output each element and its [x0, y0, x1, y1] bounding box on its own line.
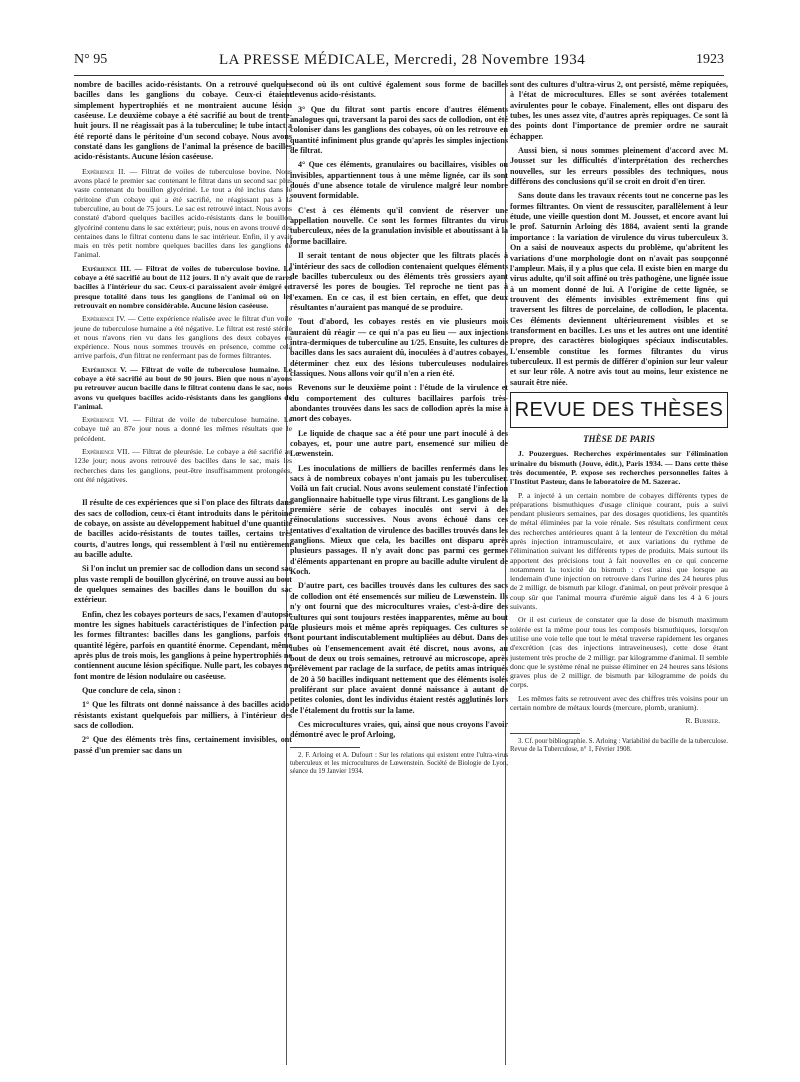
review-paragraph: J. Pouzergues. Recherches expérimentales sur l'élimination urinaire du bismuth (Jouve, édit.), Paris 1934. — Dans cette thèse très documentée, P. expose ses recherches personnelles faites à l'Institut Pasteur, dans le laboratoire de M. Sazerac.	[510, 449, 728, 487]
spacer	[74, 488, 292, 498]
experiment-label: Expérience III.	[82, 263, 131, 273]
paragraph: Le liquide de chaque sac a été pour une part inoculé à des cobayes, et, pour une autre part, ensemencé sur milieu de Lœwenstein.	[290, 428, 508, 459]
paragraph: Les inoculations de milliers de bacilles renfermés dans les sacs à de nombreux cobayes n'ont jamais pu les tuberculiser. Voilà un fait crucial. Nous avons seulement constaté l'infection ganglionnaire habituelle type virus filtrant. Les ganglions de la première série de cobayes inoculés ont servi à des réinoculations successives. Nous avons échoué dans ces tentatives d'exaltation de virulence des bacilles trouvés dans les ganglions. Mieux que cela, les bacilles ont disparu après plusieurs passages. Il n'y avait donc pas parmi ces germes d'éléments appartenant en propre au bacille adulte virulent de Koch.	[290, 463, 508, 577]
experiment-6	[74, 415, 292, 443]
experiment-5	[74, 365, 292, 411]
footnote-3: 3. Cf. pour bibliographie. S. Arloing : Variabilité du bacille de la tuberculose. Revue de la Tuberculose, n° 1, Février 1908.	[510, 737, 728, 753]
paragraph: 3° Que du filtrat sont partis encore d'autres éléments analogues qui, traversant la paroi des sacs de collodion, ont été coloniser dans les ganglions des cobayes, où on les retrouve en quantité infiniment plus grande qu'après les simples injections de filtrat.	[290, 104, 508, 156]
paragraph: Il résulte de ces expériences que si l'on place des filtrats dans des sacs de collodion, ceux-ci étant introduits dans le péritoine de cobaye, on assiste au développement habituel d'une quantité de bacilles acido-résistants de toutes tailles, certains très courts, d'autres longs, qui ressemblent à l'œil nu entièrement au bacille adulte.	[74, 498, 292, 559]
page-header	[74, 52, 724, 72]
review-paragraph: P. a injecté à un certain nombre de cobayes différents types de préparations bismuthiques d'usage clinique courant, puis a suivi pendant plusieurs semaines, par des dosages quotidiens, les quantités de métal éliminées par la voie rénale. Ses résultats confirment ceux des recherches antérieures quant à la lenteur de l'excrétion du métal après injection intramusculaire, et aux variations du rythme de l'élimination suivant les différents types de produits. Mais surtout ils apportent des précisions tout à fait nouvelles en ce qui concerne notamment la toxicité du bismuth : c'est ainsi que lorsque au lendemain d'une injection on retrouve dans l'urine des 24 heures plus de 2 milligr. de bismuth par kilogr. d'animal, on peut prévoir presque à coup sûr que l'animal mourra d'urémie aiguë dans les 4 à 6 jours suivants.	[510, 490, 728, 612]
paragraph: Ces microcultures vraies, qui, ainsi que nous croyons l'avoir démontré avec le prof Arloing,	[290, 719, 508, 740]
experiment-label: Expérience II.	[82, 166, 126, 176]
section-title-box	[510, 392, 728, 428]
experiment-text: — Cette expérience réalisée avec le filtrat d'un voile jeune de tuberculose humaine a été négative. Le filtrat est resté stérile et nous n'avons rien vu dans les ganglions des deux cobayes en expérience. Nous nous sommes trouvés en présence, comme cela arrive parfois, d'un filtrat ne renfermant pas de formes filtrantes.	[74, 314, 292, 361]
experiment-text: — Filtrat de voiles de tuberculose bovine. Le cobaye a été sacrifié au bout de 112 jours. Il n'y avait que de rares bacilles à l'intérieur du sac. Ceux-ci paraissaient avoir émigré en presque totalité dans tous les ganglions de l'animal où on les retrouvait en nombre considérable. Aucune lésion caséeuse.	[74, 263, 292, 310]
paragraph: Il serait tentant de nous objecter que les filtrats placés à l'intérieur des sacs de collodion contenaient quelques éléments de bacilles tuberculeux ou des éléments très grossiers ayant traversé les pores de bougies. Tel reproche ne tient pas à l'examen. En ce cas, il est bien certain, en effet, que deux résultantes n'auraient pas manqué de se produire.	[290, 251, 508, 312]
subheading: THÈSE DE PARIS	[583, 433, 655, 444]
author-signature: R. Burnier.	[685, 716, 720, 726]
review-paragraph: Les mêmes faits se retrouvent avec des chiffres très voisins pour un certain nombre de métaux lourds (mercure, plomb, uranium).	[510, 693, 728, 713]
page-number: 1923	[696, 52, 724, 67]
paragraph: Revenons sur le deuxième point : l'étude de la virulence et du comportement des cultures bacillaires parfois très-abondantes trouvées dans les sacs de collodion après la mise à mort des cobayes.	[290, 383, 508, 424]
experiment-label: Expérience VI.	[82, 415, 129, 425]
experiment-4	[74, 314, 292, 360]
paragraph: Que conclure de cela, sinon :	[82, 686, 181, 696]
paragraph: Si l'on inclut un premier sac de collodion dans un second sac plus vaste rempli de bouillon glycériné, on trouve aussi au bout de quelques semaines des bacilles dans le bouillon du sac extérieur.	[74, 564, 292, 605]
experiment-label: Expérience IV.	[82, 314, 126, 324]
footnote-2: 2. F. Arloing et A. Dufourt : Sur les relations qui existent entre l'ultra-virus tuberculeux et les microcultures de Lœwenstein. Société de Biologie de Lyon, séance du 19 Janvier 1934.	[290, 751, 508, 776]
paragraph: D'autre part, ces bacilles trouvés dans les cultures des sacs de collodion ont été ensemencés sur milieu de Lœwenstein. Ils n'y ont fourni que des microcultures vraies, c'est-à-dire des cultures qui sont toujours restées inapparentes, même au bout de plusieurs mois et même après repiquages. Ces cultures se sont pourtant indiscutablement multipliées au début. Dans des tubes où l'ensemencement avait été discret, nous avons, au bout de deux ou trois semaines, retrouvé au microscope, après prélèvement par raclage de la surface, de petits amas intriqués de 20 à 50 bacilles indiquant nettement que des éléments isolés proliférant sur place avaient donné naissance à autant de petites colonies, dont les individus étaient restés agglutinés lors de l'étalement du frottis sur la lame.	[290, 581, 508, 715]
paragraph: C'est à ces éléments qu'il convient de réserver une appellation nouvelle. Ce sont les formes filtrantes du virus tuberculeux, nées de la granulation invisible et aboutissant à la forme bacillaire.	[290, 205, 508, 246]
experiment-text: — Filtrat de pleurésie. Le cobaye a été sacrifié au 123e jour; nous avons retrouvé des bacilles dans le sac, mais les recherches dans les ganglions, peut-être insuffisamment prolongées, ont été négatives.	[74, 447, 292, 484]
experiment-label: Expérience V.	[82, 364, 127, 374]
paragraph: Sans doute dans les travaux récents tout ne concerne pas les formes filtrantes. On vient de ressusciter, parallèlement à leur étude, une vieille question dont M. Jousset, et encore avant lui le prof. Saturnin Arloing dès 1884, avaient senti la grande importance : la variation de virulence du virus tuberculeux 3. On a saisi de nouveaux aspects du problème, qu'abritent les variations d'une morphologie dont on n'avait pas soupçonné l'ampleur. Mais, il y a plus que cela. Il existe bien en marge du virus adulte, qu'il soit affiné ou très pathogène, une lignée issue à un moment donné de lui. A l'origine de cette lignée, se trouvent des éléments invisibles extrêmement fins qui traversent les filtres de porcelaine, de collodion, le placenta. Ces éléments deviennent ultérieurement visibles et se transforment en bacilles. Les uns et les autres ont une identité propre, des caractères biologiques spéciaux indiscutables. L'ensemble constitue les formes filtrantes du virus tuberculeux. Il est permis de différer d'opinion sur leur valeur et sur leur rôle. A notre avis tout au moins, leur existence ne saurait être niée.	[510, 191, 728, 387]
paragraph: 2° Que des éléments très fins, certainement invisibles, ont passé d'un premier sac dans un	[74, 735, 292, 755]
paragraph: Tout d'abord, les cobayes restés en vie plusieurs mois auraient dû réagir — ce qui n'a pas eu lieu — aux injections intra-dermiques de tuberculine au 1/25. Ensuite, les cultures de bacilles dans les sacs auraient dû, inoculées à d'autres cobayes, déterminer chez eux des lésions tuberculeuses nodulaires classiques. Nous allons voir qu'il n'en a rien été.	[290, 317, 508, 378]
issue-number: N° 95	[74, 52, 108, 67]
experiment-text: — Filtrat de voile de tuberculose humaine. Le cobaye a été sacrifié au bout de 90 jours. Bien que nous n'ayons pu retrouver aucun bacille dans le filtrat contenu dans le sac, nous avons vu quelques bacilles acido-résistants dans les ganglions de l'animal.	[74, 364, 292, 411]
paragraph: Aussi bien, si nous sommes pleinement d'accord avec M. Jousset sur les difficultés d'interprétation des recherches nouvelles, sur les erreurs possibles des techniques, nous différons des conclusions qu'il se croit en droit d'en tirer.	[510, 146, 728, 187]
experiment-7	[74, 447, 292, 484]
column-3	[510, 80, 728, 1070]
experiment-2	[74, 167, 292, 260]
footnote-rule	[510, 733, 580, 734]
column-1	[74, 80, 292, 1070]
paragraph: 1° Que les filtrats ont donné naissance à des bacilles acido-résistants existant quelquefois par milliers, à l'intérieur des sacs de collodion.	[74, 700, 292, 731]
paragraph: sont des cultures d'ultra-virus 2, ont persisté, même repiquées, à l'état de microcultures. Elles se sont avérées totalement avirulentes pour le cobaye. Finalement, elles ont disparu des tubes, les unes assez vite, d'autres après repiquages. Ce sont là des points dont l'importance de premier ordre ne saurait échapper.	[510, 80, 728, 141]
paragraph: nombre de bacilles acido-résistants. On a retrouvé quelques bacilles dans les ganglions du cobaye. Ceux-ci étaient simplement hypertrophiés et ne montraient aucune lésion caséeuse. Le deuxième cobaye a été sacrifié au bout de trente-huit jours. Il ne réagissait pas à la tuberculine; le tube intact a été reporté dans le péritoine d'un second cobaye. Nous avons constaté dans les ganglions de l'animal la présence de bacilles acido-résistants. Aucune lésion caséeuse.	[74, 80, 292, 162]
footnote-rule	[290, 747, 360, 748]
experiment-label: Expérience VII.	[82, 447, 130, 457]
review-paragraph: Or il est curieux de constater que la dose de bismuth maximum tolérée est la même pour tous les composés bismuthiques, lorsqu'on utilise une voie telle que tout le métal traverse rapidement les organes d'excrétion (cas des injections intraveineuses), cette dose étant justement très proche de 2 milligr. par kilogramme d'animal. Il semble donc que le système rénal ne puisse éliminer en 24 heures sans lésions graves plus de 2 milligr. de bismuth par kilogramme de poids du corps.	[510, 615, 728, 690]
header-rule	[74, 75, 724, 76]
experiment-text: — Filtrat de voiles de tuberculose bovine. Nous avons placé le premier sac contenant le filtrat dans un second sac plus vaste contenant du bouillon glycériné. Le tout a été inclus dans le péritoine d'un cobaye qui a été sacrifié, ne réagissant pas à la tuberculine, au bout de 75 jours. Le sac est retrouvé intact. Nous avons constaté d'abord quelques bacilles acido-résistants dans le bouillon glycériné contenu dans le sac extérieur; puis, nous en avons trouvé des centaines dans le filtrat contenu dans le sac intérieur. Enfin, il y avait mais en très petit nombre quelques bacilles dans les ganglions de l'animal.	[74, 166, 292, 260]
experiment-text: — Filtrat de voile de tuberculose humaine. Le cobaye tué au 87e jour nous a donné les mêmes résultats que le précédent.	[74, 415, 292, 443]
publication-title: LA PRESSE MÉDICALE, Mercredi, 28 Novembre 1934	[219, 52, 586, 68]
section-title: REVUE DES THÈSES	[514, 398, 724, 421]
experiment-3	[74, 264, 292, 310]
paragraph: 4° Que ces éléments, granulaires ou bacillaires, visibles ou invisibles, appartiennent tous à une même lignée, car ils sont doués d'une absence totale de virulence malgré leur nombre souvent formidable.	[290, 160, 508, 201]
paragraph: Enfin, chez les cobayes porteurs de sacs, l'examen d'autopsie montre les signes habituels caractéristiques de l'infection par les formes filtrantes: bacilles dans les ganglions, parfois en quantité légère, parfois en quantité énorme. Cependant, même après plus de trois mois, les ganglions à peine hypertrophiés ne contiennent aucune lésion spécifique. Nulle part, les cobayes ne font montre de lésion nodulaire ou caséeuse.	[74, 609, 292, 681]
paragraph: second où ils ont cultivé également sous forme de bacilles devenus acido-résistants.	[290, 80, 508, 100]
column-2	[290, 80, 508, 1070]
